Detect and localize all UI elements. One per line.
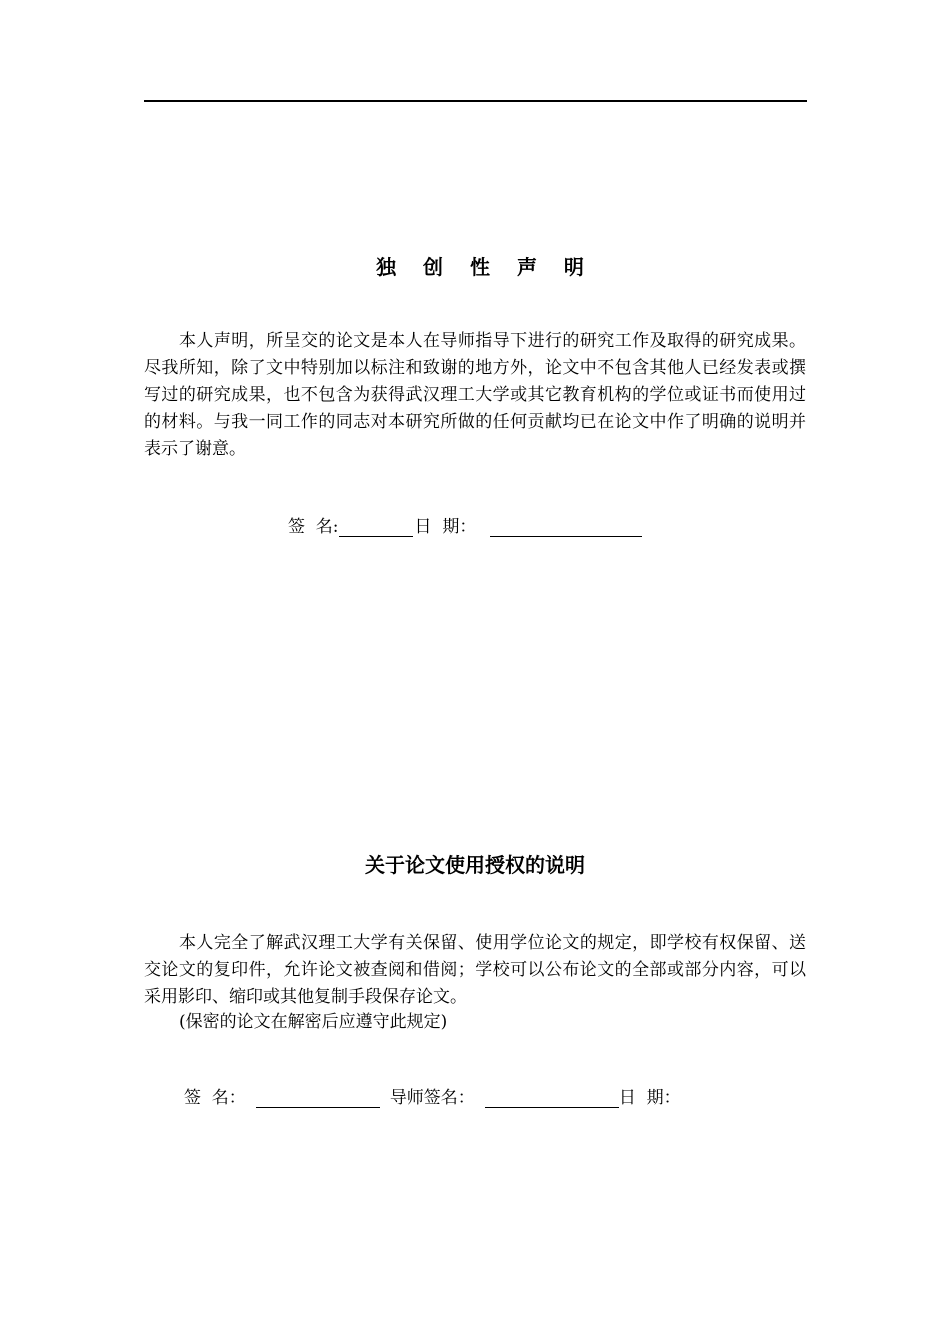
advisor-signature-label: 导师签名： xyxy=(389,1088,475,1108)
header-rule xyxy=(144,100,807,102)
signature-blank[interactable] xyxy=(256,1087,380,1108)
declaration-body: 本人声明，所呈交的论文是本人在导师指导下进行的研究工作及取得的研究成果。尽我所知，除了文中特别加以标注和致谢的地方外，论文中不包含其他人已经发表或撰写过的研究成果，也不包含为获得武汉理工大学或其它教育机构的学位或证书而使用过的材料。与我一同工作的同志对本研究所做的任何贡献均已在论文中作了明确的说明并表示了谢意。 xyxy=(144,331,806,459)
authorization-signature-row xyxy=(184,1085,681,1112)
signature-blank[interactable] xyxy=(339,516,413,537)
confidentiality-note: (保密的论文在解密后应遵守此规定) xyxy=(179,1012,448,1032)
date-label: 日 期： xyxy=(414,517,477,537)
advisor-signature-blank[interactable] xyxy=(485,1087,619,1108)
date-label: 日 期： xyxy=(618,1088,681,1108)
signature-label: 签 名: xyxy=(288,517,339,537)
declaration-title: 独 创 性 声 明 xyxy=(376,255,594,279)
declaration-signature-row xyxy=(288,514,642,541)
authorization-title: 关于论文使用授权的说明 xyxy=(365,853,585,877)
signature-label: 签 名： xyxy=(184,1088,246,1108)
authorization-body: 本人完全了解武汉理工大学有关保留、使用学位论文的规定，即学校有权保留、送交论文的复印件，允许论文被查阅和借阅；学校可以公布论文的全部或部分内容，可以采用影印、缩印或其他复制手段保存论文。 xyxy=(144,933,806,1007)
date-blank[interactable] xyxy=(490,516,642,537)
